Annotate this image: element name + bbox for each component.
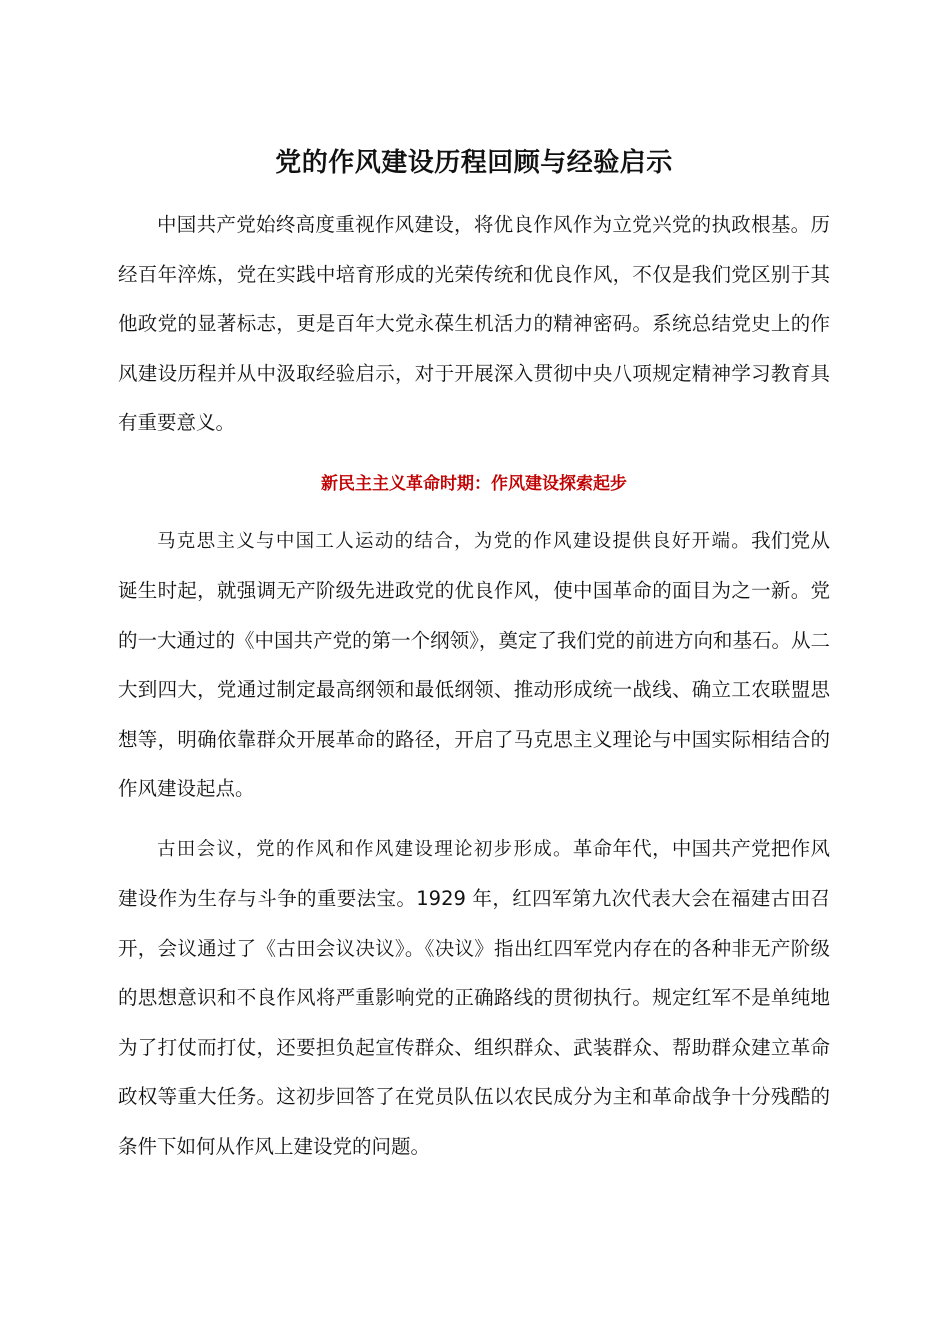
section-heading: 新民主主义革命时期：作风建设探索起步: [321, 473, 627, 494]
paragraph-body-text: 革命年代，中国共产党把作风建设作为生存与斗争的重要法宝。1929 年，红四军第九次代表大会在福建古田召开，会议通过了《古田会议决议》。《决议》指出红四军党内存在的各种非无产阶级的思想意识和不良作风将严重影响党的正确路线的贯彻执行。规定红军不是单纯地为了打仗而打仗，还要担负起宣传群众、组织群众、武装群众、帮助群众建立革命政权等重大任务。这初步回答了在党员队伍以农民成分为主和革命战争十分残酷的条件下如何从作风上建设党的问题。: [118, 836, 830, 1158]
paragraph-spacer: [118, 814, 830, 824]
section-new-democratic-revolution: [118, 466, 830, 1172]
section-paragraph-2: [118, 824, 830, 1172]
intro-paragraph: 中国共产党始终高度重视作风建设，将优良作风作为立党兴党的执政根基。历经百年淬炼，党在实践中培育形成的光荣传统和优良作风，不仅是我们党区别于其他政党的显著标志，更是百年大党永葆生机活力的精神密码。系统总结党史上的作风建设历程并从中汲取经验启示，对于开展深入贯彻中央八项规定精神学习教育具有重要意义。: [118, 213, 830, 434]
section-paragraph-1: [118, 516, 830, 814]
paragraph-body-text: 我们党从诞生时起，就强调无产阶级先进政党的优良作风，使中国革命的面目为之一新。党的一大通过的《中国共产党的第一个纲领》，奠定了我们党的前进方向和基石。从二大到四大，党通过制定最高纲领和最低纲领、推动形成统一战线、确立工农联盟思想等，明确依靠群众开展革命的路径，开启了马克思主义理论与中国实际相结合的作风建设起点。: [118, 528, 830, 800]
document-title: 党的作风建设历程回顾与经验启示: [275, 148, 673, 178]
paragraph-lead-sentence: 马克思主义与中国工人运动的结合，为党的作风建设提供良好开端。: [157, 530, 752, 552]
paragraph-lead-sentence: 古田会议，党的作风和作风建设理论初步形成。: [157, 838, 573, 860]
